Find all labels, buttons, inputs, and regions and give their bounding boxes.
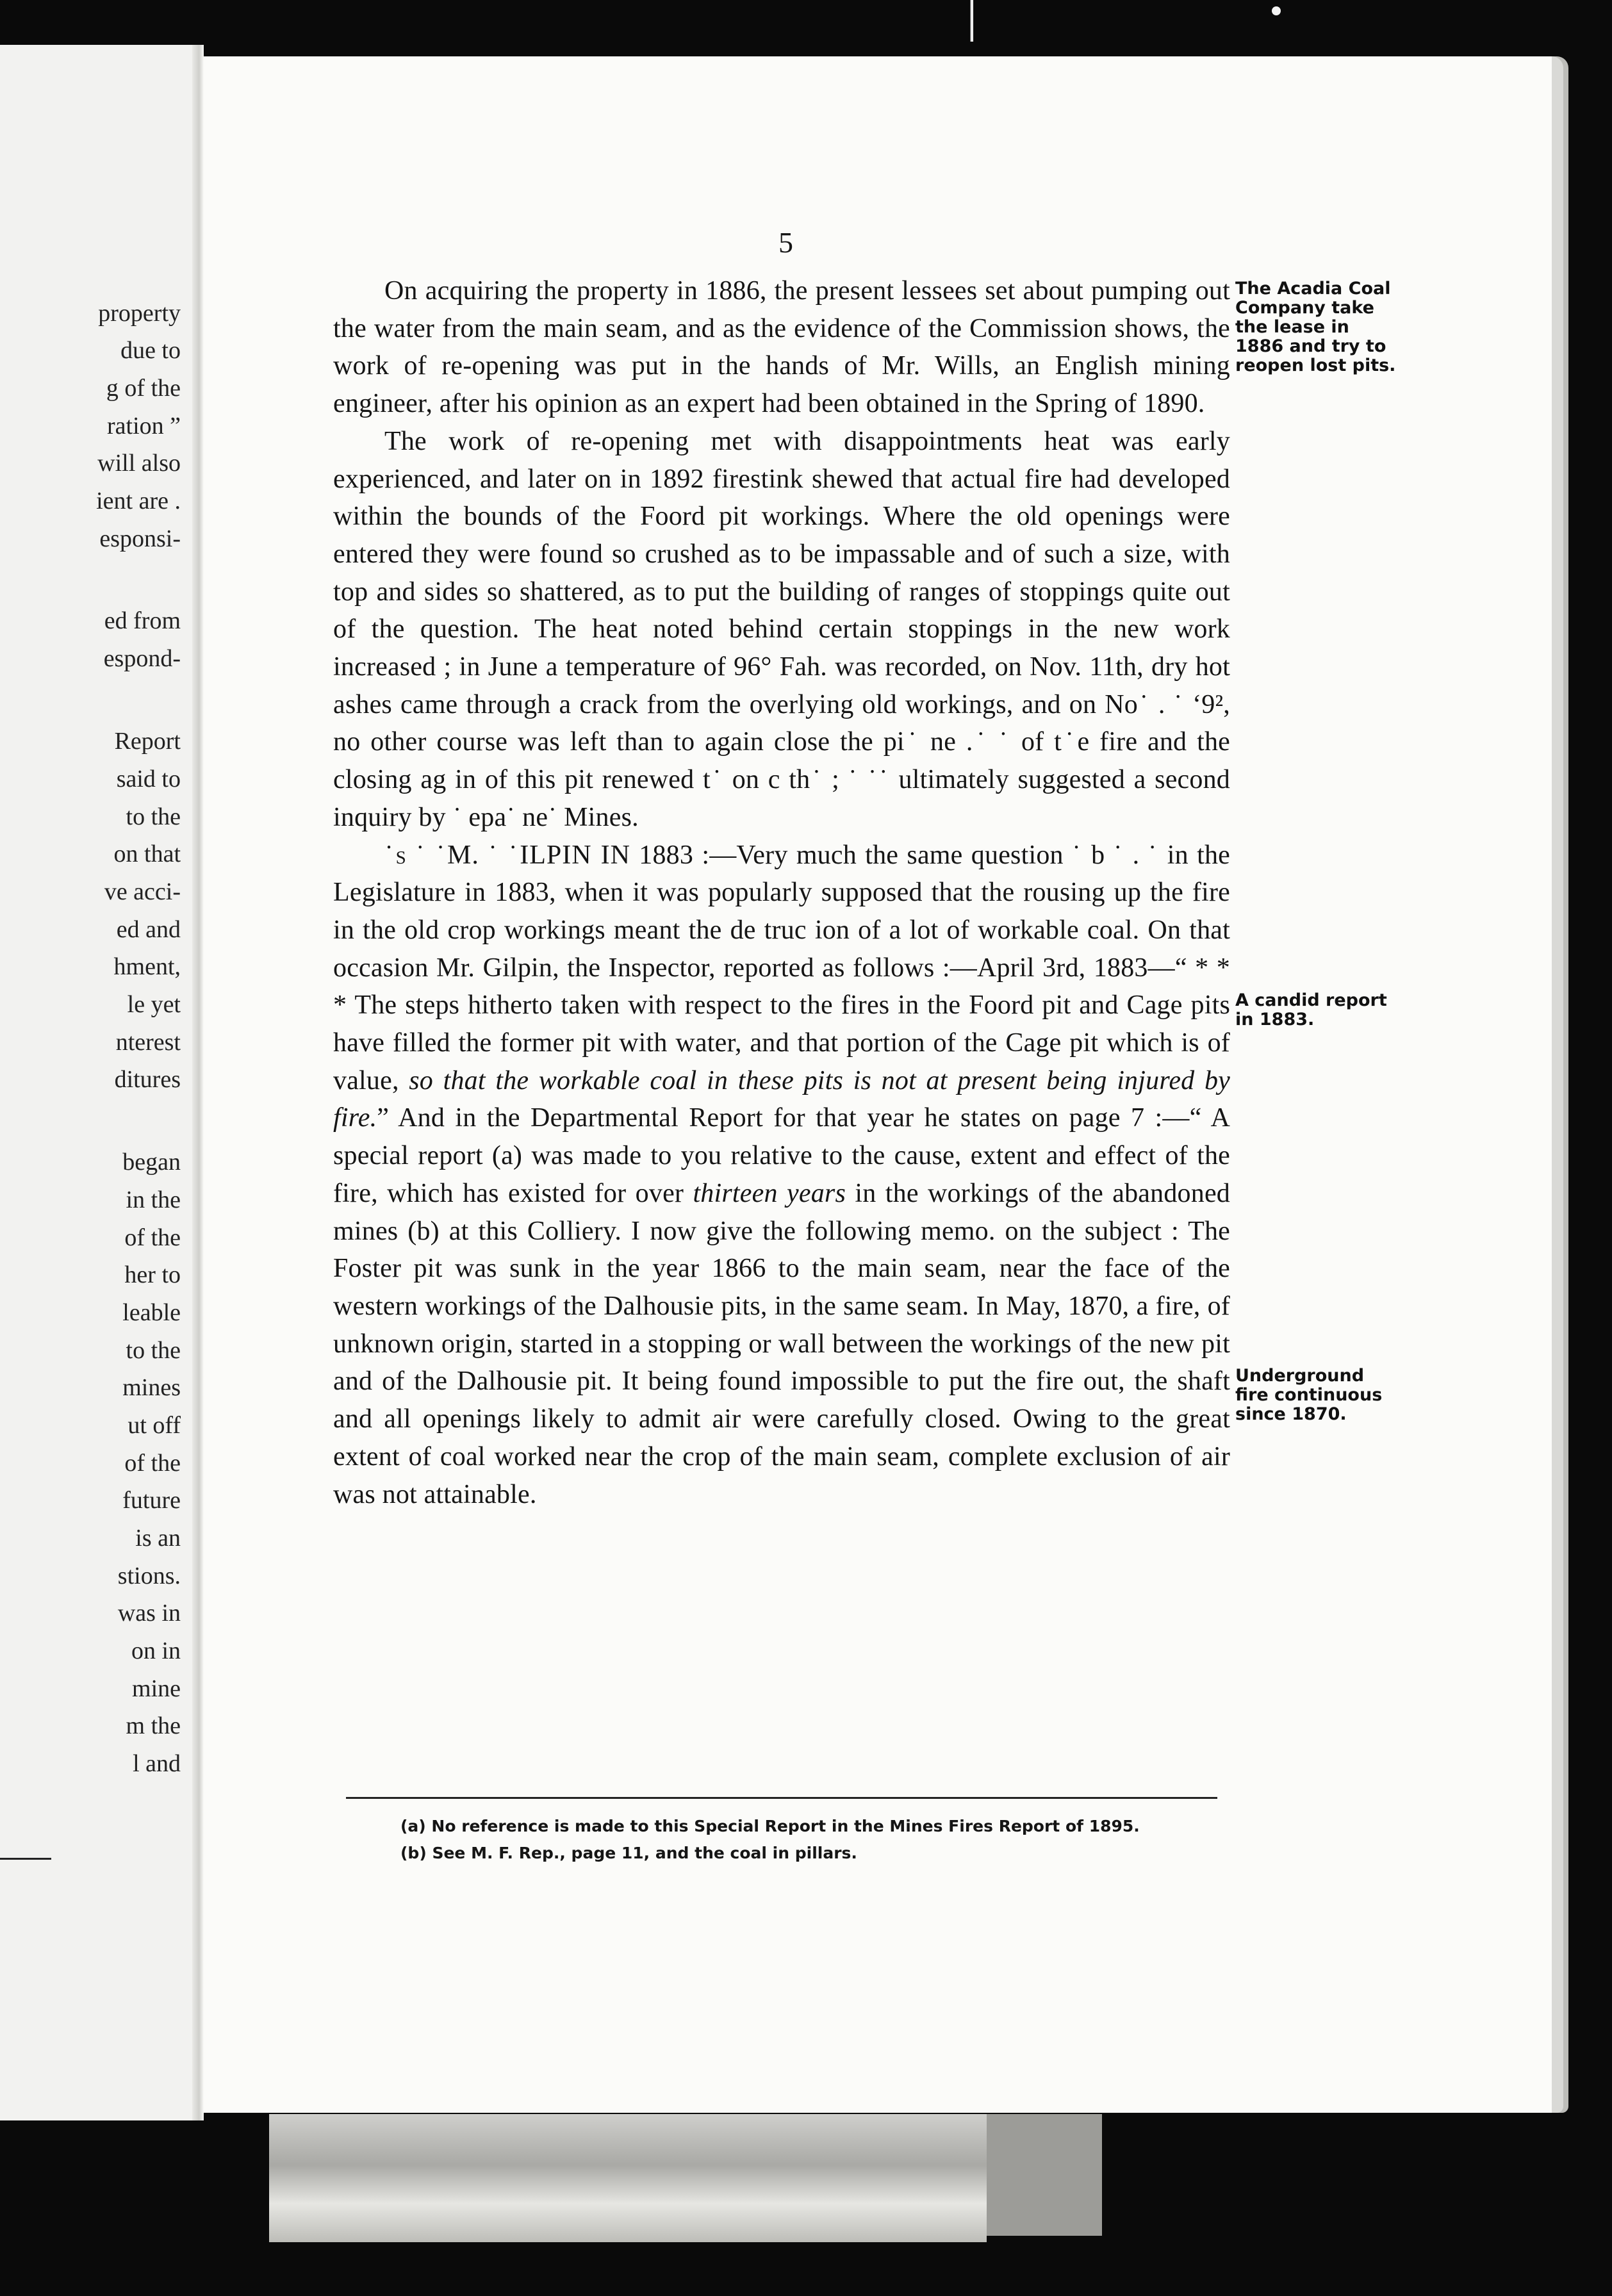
left-page-text-fragment: due to xyxy=(120,337,181,364)
scan-bottom-strip xyxy=(269,2114,987,2242)
left-page-text-fragment: ditures xyxy=(114,1066,181,1093)
left-page-text-fragment: property xyxy=(98,300,181,327)
left-page-text-fragment: ed and xyxy=(116,916,181,943)
footnote-rule xyxy=(346,1797,1217,1799)
left-page-text-fragment: will also xyxy=(97,450,181,477)
book-gutter xyxy=(192,45,204,2120)
paragraph-italic: thirteen years xyxy=(693,1178,846,1208)
left-page-text-fragment: esponsi- xyxy=(99,525,181,552)
scan-top-mark: │ xyxy=(961,0,983,42)
paragraph-text: in the workings of the abandoned mines (b) at this Colliery. I now give the following memo. on the subject : The Foster pit was sunk in the year 1866 to the main seam, near the face of the western workings of the Dalhousie pits, in the same seam. In May, 1870, a fire, of unknown origin, started in a stopping or wall between the workings of the new pit and of the Dalhousie pit. It being found impossible to put the fire out, the shaft and all openings likely to admit air were carefully closed. Owing to the great extent of coal worked near the crop of the main seam, complete exclusion of air was not attainable. xyxy=(333,1178,1230,1509)
scan-bottom-strip-right xyxy=(987,2114,1102,2236)
scan-speck xyxy=(1272,6,1281,15)
left-page-text-fragment: ut off xyxy=(127,1412,181,1439)
left-page-text-fragment: of the xyxy=(124,1450,181,1477)
left-page-text-fragment: to the xyxy=(126,803,181,830)
left-page-text-fragment: on that xyxy=(113,840,181,867)
left-page-text-fragment: was in xyxy=(117,1600,181,1627)
side-note-candid-report: A candid report in 1883. xyxy=(1235,990,1387,1029)
paragraph-reopening: On acquiring the property in 1886, the present lessees set about pumping out the water from the main seam, and as the evidence of the Commission shows, the work of re-opening was put in the hands of Mr. Wills, an English mining engineer, after his opinion as an expert had been obtained in the Spring of 1890. xyxy=(333,276,1230,419)
left-page-text-fragment: in the xyxy=(126,1186,181,1213)
left-page-text-fragment: le yet xyxy=(127,991,181,1018)
side-note-underground-fire: Underground fire continuous since 1870. xyxy=(1235,1366,1383,1424)
left-page-text-fragment: hment, xyxy=(113,953,181,980)
paragraph-lead: ˙s ˙ ˙M. ˙ ˙ILPIN IN xyxy=(384,840,630,870)
footnotes xyxy=(400,1813,1233,1867)
left-page-text-fragment: mines xyxy=(122,1374,181,1401)
left-page-text-fragment: ient are . xyxy=(96,488,181,514)
paragraph-italic: so that the workable coal in these pits is not at present being injured by fire. xyxy=(333,1065,1230,1133)
left-page-text-fragment: her to xyxy=(124,1261,181,1288)
paragraph-gilpin-report xyxy=(333,837,1230,1514)
left-page-text-fragment: stions. xyxy=(117,1562,181,1589)
left-page-text-fragment: ed from xyxy=(104,607,181,634)
paragraph-text: ” And in the Departmental Report for that year he states on page 7 :—“ A special report (a) was made to you relative to the cause, extent and effect of the fire, which has existed for over xyxy=(333,1103,1230,1208)
left-page-text-fragment: mine xyxy=(132,1675,181,1702)
side-note-acadia: The Acadia Coal Company take the lease in 1886 and try to reopen lost pits. xyxy=(1235,279,1396,375)
left-page-text-fragment: said to xyxy=(116,766,181,792)
left-page-text-fragment: of the xyxy=(124,1224,181,1251)
paragraph-text: 1883 :—Very much the same question ˙ b ˙ . ˙ in the Legislature in 1883, when it was popularly supposed that the rousing up the fire in the old crop workings meant the de truc ion of a lot of workable coal. On that occasion Mr. Gilpin, the Inspector, reported as follows :—April 3rd, 1883—“ * * * The steps hitherto taken with respect to the fires in the Foord pit and Cage pits have filled the former pit with water, and that portion of the Cage pit which is of value, xyxy=(333,840,1230,1095)
left-page-text-fragment: on in xyxy=(131,1637,181,1664)
main-text xyxy=(333,272,1230,1513)
left-page-text-fragment: espond- xyxy=(103,645,181,672)
left-page-text-fragment: ve acci- xyxy=(104,878,181,905)
left-page-text-fragment: to the xyxy=(126,1337,181,1364)
left-page-text-fragment: ration ” xyxy=(106,413,181,439)
left-page-text-fragment: Report xyxy=(114,728,181,755)
left-page-text-fragment: g of the xyxy=(106,375,181,402)
left-page-text-fragment: m the xyxy=(126,1712,181,1739)
left-page-text-fragment: future xyxy=(122,1487,181,1514)
left-page-text-fragment: l and xyxy=(133,1750,181,1777)
left-page-text-fragment: nterest xyxy=(115,1029,181,1056)
left-page-text-fragment: began xyxy=(122,1149,181,1176)
footnote-b: (b) See M. F. Rep., page 11, and the coal in pillars. xyxy=(400,1844,857,1862)
left-page-rule xyxy=(0,1858,51,1860)
footnote-a: (a) No reference is made to this Special Report in the Mines Fires Report of 1895. xyxy=(400,1817,1140,1835)
left-page-text-fragment: is an xyxy=(135,1525,181,1552)
page-number: 5 xyxy=(778,226,793,259)
paragraph-disappointments: The work of re-opening met with disappointments heat was early experienced, and later on in 1892 firestink shewed that actual fire had developed within the bounds of the Foord pit workings. Where the old openings were entered they were found so crushed as to be impassable and of such a size, with top and sides so shattered, as to put the building of ranges of stoppings quite out of the question. The heat noted behind certain stoppings in the new work increased ; in June a temperature of 96° Fah. was recorded, on Nov. 11th, dry hot ashes came through a crack from the overlying old workings, and on No˙ . ˙ ‘9², no other course was left than to again close the pi˙ ne .˙ ˙ of t˙e fire and the closing ag in of this pit renewed t˙ on c th˙ ; ˙ ˙˙ ultimately suggested a second inquiry by ˙ epa˙ ne˙ Mines. xyxy=(333,426,1230,832)
left-page-text-fragment: leable xyxy=(122,1299,181,1326)
left-page-fragment xyxy=(0,45,195,2120)
